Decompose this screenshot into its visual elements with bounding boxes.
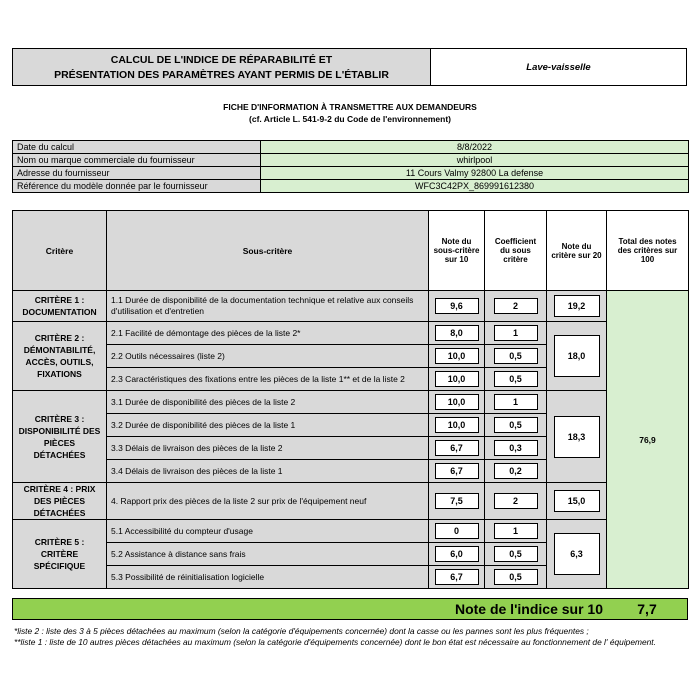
sous-critere-label: 4. Rapport prix des pièces de la liste 2 sur prix de l'équipement neuf: [107, 483, 429, 520]
total-note-100: 76,9: [607, 291, 689, 589]
info-row: [13, 154, 689, 167]
sous-critere-coef: 2: [494, 493, 538, 509]
sous-critere-coef: 0,5: [494, 417, 538, 433]
sous-critere-coef: 1: [494, 523, 538, 539]
col-note: Note du sous-critère sur 10: [429, 211, 485, 291]
info-label: Date du calcul: [13, 141, 261, 154]
sous-critere-label: 5.2 Assistance à distance sans frais: [107, 543, 429, 566]
info-value: whirlpool: [261, 154, 689, 167]
info-row: [13, 141, 689, 154]
title-line-2: PRÉSENTATION DES PARAMÈTRES AYANT PERMIS DE L'ÉTABLIR: [54, 69, 389, 81]
critere-note-20: 18,0: [554, 335, 600, 377]
sous-critere-note: 9,6: [435, 298, 479, 314]
info-value: 8/8/2022: [261, 141, 689, 154]
sous-critere-label: 1.1 Durée de disponibilité de la documentation technique et relative aux conseils d'utilisation et d'entretien: [107, 291, 429, 322]
footnotes: [14, 626, 688, 648]
sous-critere-coef: 0,5: [494, 546, 538, 562]
table-row: [13, 291, 689, 322]
sous-critere-note: 6,7: [435, 440, 479, 456]
info-label: Nom ou marque commerciale du fournisseur: [13, 154, 261, 167]
product-name: Lave-vaisselle: [526, 62, 591, 73]
sous-critere-coef: 0,5: [494, 569, 538, 585]
sous-critere-label: 3.3 Délais de livraison des pièces de la liste 2: [107, 437, 429, 460]
sous-critere-note: 6,7: [435, 463, 479, 479]
sous-critere-label: 2.1 Facilité de démontage des pièces de la liste 2*: [107, 322, 429, 345]
sous-critere-label: 3.2 Durée de disponibilité des pièces de la liste 1: [107, 414, 429, 437]
table-row: [13, 391, 689, 414]
critere-note-20: 18,3: [554, 416, 600, 458]
fiche-heading: [0, 101, 700, 125]
sous-critere-note: 0: [435, 523, 479, 539]
info-table: [12, 140, 689, 193]
fiche-line-1: FICHE D'INFORMATION À TRANSMETTRE AUX DEMANDEURS: [223, 102, 477, 112]
sous-critere-coef: 0,5: [494, 371, 538, 387]
critere-note-20: 6,3: [554, 533, 600, 575]
sous-critere-note: 6,0: [435, 546, 479, 562]
index-bar: [12, 598, 688, 620]
title-line-1: CALCUL DE L'INDICE DE RÉPARABILITÉ ET: [110, 54, 333, 66]
table-row: [13, 483, 689, 520]
critere-name: CRITÈRE 4 : PRIX DES PIÈCES DÉTACHÉES: [13, 483, 107, 520]
product-box: [431, 48, 687, 86]
critere-name: CRITÈRE 5 : CRITÈRE SPÉCIFIQUE: [13, 520, 107, 589]
title-box: [12, 48, 431, 86]
sous-critere-note: 10,0: [435, 348, 479, 364]
info-label: Référence du modèle donnée par le fournisseur: [13, 180, 261, 193]
critere-name: CRITÈRE 3 : DISPONIBILITÉ DES PIÈCES DÉTACHÉES: [13, 391, 107, 483]
critere-name: CRITÈRE 2 : DÉMONTABILITÉ, ACCÈS, OUTILS, FIXATIONS: [13, 322, 107, 391]
sous-critere-coef: 0,3: [494, 440, 538, 456]
sous-critere-label: 5.1 Accessibilité du compteur d'usage: [107, 520, 429, 543]
sous-critere-note: 8,0: [435, 325, 479, 341]
col-total: Total des notes des critères sur 100: [607, 211, 689, 291]
sous-critere-label: 2.2 Outils nécessaires (liste 2): [107, 345, 429, 368]
footnote-liste-2: *liste 2 : liste des 3 à 5 pièces détachées au maximum (selon la catégorie d'équipements concernée) dont la casse ou les pannes sont les plus fréquentes ;: [14, 626, 589, 636]
info-row: [13, 167, 689, 180]
fiche-line-2: (cf. Article L. 541-9-2 du Code de l'environnement): [249, 114, 451, 124]
critere-note-20: 19,2: [554, 295, 600, 317]
info-value: WFC3C42PX_869991612380: [261, 180, 689, 193]
info-row: [13, 180, 689, 193]
sous-critere-coef: 1: [494, 394, 538, 410]
critere-note-20: 15,0: [554, 490, 600, 512]
sous-critere-label: 5.3 Possibilité de réinitialisation logicielle: [107, 566, 429, 589]
sous-critere-note: 10,0: [435, 394, 479, 410]
footnote-liste-1: **liste 1 : liste de 10 autres pièces détachées au maximum (selon la catégorie d'équipements concernée) dont le bon état est nécessaire au fonctionnement de l' équipement.: [14, 637, 656, 647]
table-row: [13, 322, 689, 345]
sous-critere-note: 6,7: [435, 569, 479, 585]
col-coef: Coefficient du sous critère: [485, 211, 547, 291]
sous-critere-coef: 2: [494, 298, 538, 314]
info-label: Adresse du fournisseur: [13, 167, 261, 180]
col-sous-critere: Sous-critère: [107, 211, 429, 291]
criteria-table: [12, 210, 689, 589]
sous-critere-label: 2.3 Caractéristiques des fixations entre les pièces de la liste 1** et de la liste 2: [107, 368, 429, 391]
sous-critere-coef: 0,2: [494, 463, 538, 479]
sous-critere-label: 3.4 Délais de livraison des pièces de la liste 1: [107, 460, 429, 483]
sous-critere-coef: 0,5: [494, 348, 538, 364]
sous-critere-label: 3.1 Durée de disponibilité des pièces de la liste 2: [107, 391, 429, 414]
col-note20: Note du critère sur 20: [547, 211, 607, 291]
sous-critere-note: 7,5: [435, 493, 479, 509]
sous-critere-note: 10,0: [435, 371, 479, 387]
sous-critere-note: 10,0: [435, 417, 479, 433]
table-row: [13, 520, 689, 543]
critere-name: CRITÈRE 1 : DOCUMENTATION: [13, 291, 107, 322]
index-value: 7,7: [637, 601, 657, 617]
info-value: 11 Cours Valmy 92800 La defense: [261, 167, 689, 180]
col-critere: Critère: [13, 211, 107, 291]
index-label: Note de l'indice sur 10: [454, 601, 603, 617]
sous-critere-coef: 1: [494, 325, 538, 341]
